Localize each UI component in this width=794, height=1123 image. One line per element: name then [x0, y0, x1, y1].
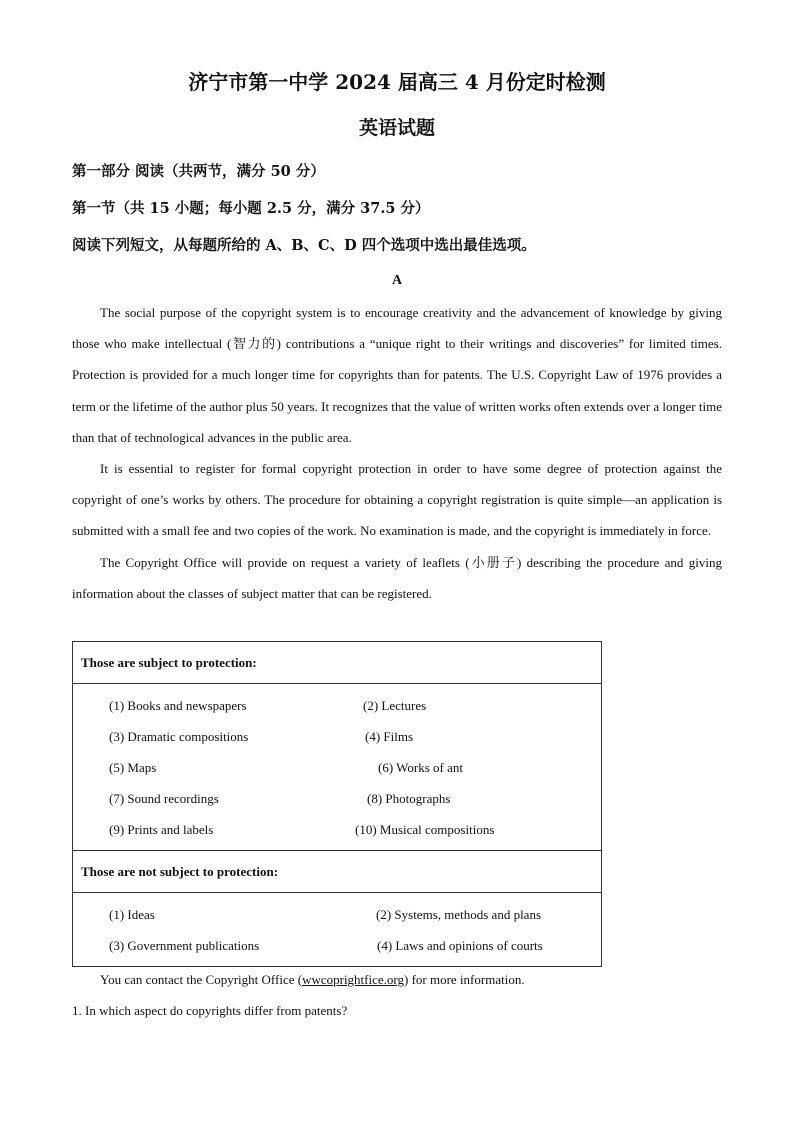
exam-title: 济宁市第一中学 2024 届高三 4 月份定时检测 [188, 70, 606, 94]
table-cell: (7) Sound recordings [109, 791, 219, 806]
table-divider [73, 850, 601, 851]
protected-header: Those are subject to protection: [81, 655, 257, 670]
contact-text: ) for more information. [404, 972, 525, 987]
protection-table [72, 641, 602, 967]
part-heading: 第一部分 阅读（共两节，满分 50 分） [72, 163, 325, 180]
paragraph: It is essential to register for formal copyright protection in order to have some degree of protection against the copyright of one’s works by others. The procedure for obtaining a copyright registration is quite simple—an application is submitted with a small fee and two copies of the work. No examination is made, and the copyright is immediately in force. [72, 461, 722, 539]
table-cell: (2) Systems, methods and plans [376, 907, 542, 922]
passage-body [72, 297, 722, 609]
instruction-text: 阅读下列短文，从每题所给的 A、B、C、D 四个选项中选出最佳选项。 [72, 237, 536, 254]
table-cell: (8) Photographs [367, 791, 451, 806]
exam-subtitle: 英语试题 [358, 117, 435, 139]
table-cell: (3) Dramatic compositions [109, 729, 249, 744]
table-cell: (3) Government publications [109, 938, 260, 953]
contact-text: You can contact the Copyright Office ( [100, 972, 303, 987]
table-cell: (1) Books and newspapers [109, 698, 247, 713]
table-cell: (2) Lectures [363, 698, 427, 713]
contact-line [100, 972, 525, 988]
passage-label: A [391, 273, 403, 288]
unprotected-header: Those are not subject to protection: [81, 864, 279, 879]
table-cell: (4) Films [365, 729, 414, 744]
table-divider [73, 892, 601, 893]
question-1: 1. In which aspect do copyrights differ from patents? [72, 1003, 348, 1018]
table-cell: (5) Maps [109, 760, 157, 775]
copyright-office-link[interactable]: wwcoprightfice.org [302, 972, 404, 987]
table-cell: (6) Works of ant [378, 760, 464, 775]
section-heading: 第一节（共 15 小题；每小题 2.5 分，满分 37.5 分） [72, 200, 430, 217]
table-divider [73, 683, 601, 684]
table-cell: (10) Musical compositions [355, 822, 495, 837]
table-cell: (4) Laws and opinions of courts [377, 938, 543, 953]
table-cell: (1) Ideas [109, 907, 155, 922]
paragraph: The social purpose of the copyright system is to encourage creativity and the advancement of knowledge by giving those who make intellectual (智力的) contributions a “unique right to their writings and discoveries” for limited times. Protection is provided for a much longer time for copyrights than for patents. The U.S. Copyright Law of 1976 provides a term or the lifetime of the author plus 50 years. It recognizes that the value of written works often extends over a longer time than that of technological advances in the public area. [72, 305, 722, 445]
paragraph: The Copyright Office will provide on request a variety of leaflets (小册子) describing the procedure and giving information about the classes of subject matter that can be registered. [72, 554, 722, 601]
table-cell: (9) Prints and labels [109, 822, 214, 837]
